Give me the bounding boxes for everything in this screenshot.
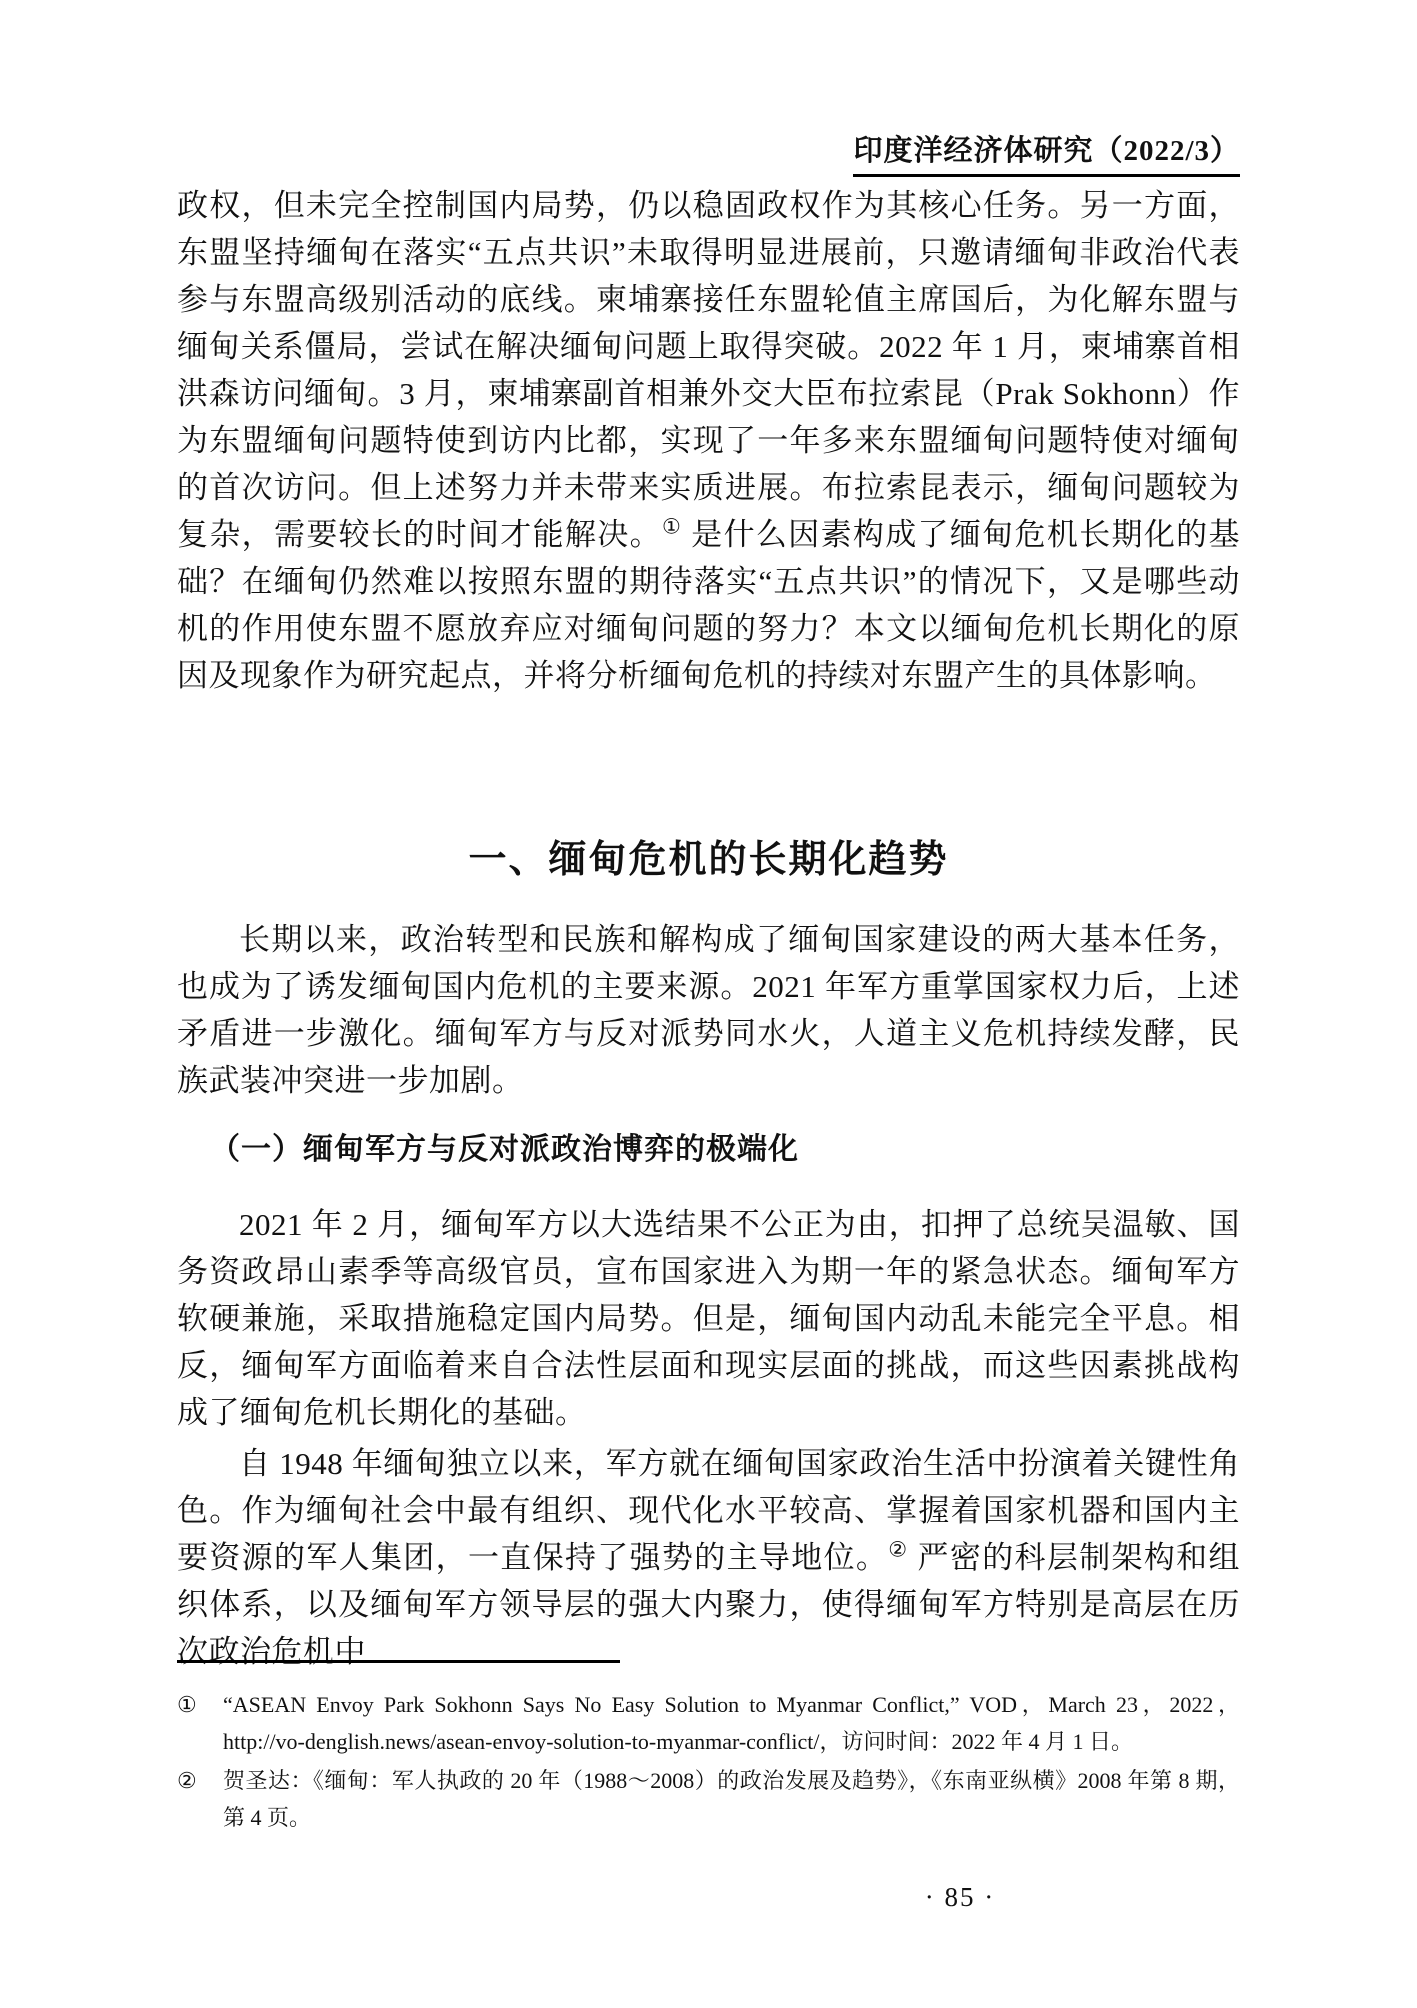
page-number: · 85 · (924, 1882, 996, 1912)
footnote-text: 贺圣达：《缅甸：军人执政的 20 年（1988～2008）的政治发展及趋势》，《东南亚纵横》2008 年第 8 期，第 4 页。 (223, 1768, 1240, 1830)
section-heading: 一、缅甸危机的长期化趋势 (468, 839, 949, 881)
paragraph-text: 政权，但未完全控制国内局势，仍以稳固政权作为其核心任务。另一方面，东盟坚持缅甸在落实“五点共识”未取得明显进展前，只邀请缅甸非政治代表参与东盟高级别活动的底线。柬埔寨接任东盟轮值主席国后，为化解东盟与缅甸关系僵局，尝试在解决缅甸问题上取得突破。2022 年 1 月，柬埔寨首相洪森访问缅甸。3 月，柬埔寨副首相兼外交大臣布拉索昆（Prak Sokhonn）作为东盟缅甸问题特使到访内比都，实现了一年多来东盟缅甸问题特使对缅甸的首次访问。但上述努力并未带来实质进展。布拉索昆表示，缅甸问题较为复杂，需要较长的时间才能解决。 (177, 188, 1240, 552)
footnote-separator (177, 1660, 620, 1663)
paragraph-military-history (177, 1440, 1240, 1675)
subsection-heading: （一）缅甸军方与反对派政治博弈的极端化 (210, 1133, 799, 1166)
footnote-marker: ② (177, 1768, 197, 1793)
journal-header: 印度洋经济体研究（2022/3） (853, 128, 1240, 177)
paragraph-section-lead: 长期以来，政治转型和民族和解构成了缅甸国家建设的两大基本任务，也成为了诱发缅甸国内危机的主要来源。2021 年军方重掌国家权力后，上述矛盾进一步激化。缅甸军方与反对派势同水火，人道主义危机持续发酵，民族武装冲突进一步加剧。 (177, 922, 1240, 1098)
paragraph-text: 是什么因素构成了缅甸危机长期化的基础？在缅甸仍然难以按照东盟的期待落实“五点共识”的情况下，又是哪些动机的作用使东盟不愿放弃应对缅甸问题的努力？本文以缅甸危机长期化的原因及现象作为研究起点，并将分析缅甸危机的持续对东盟产生的具体影响。 (177, 517, 1241, 693)
footnote-ref-1: ① (661, 514, 683, 539)
footnote-1 (177, 1686, 1240, 1760)
paragraph-coup: 2021 年 2 月，缅甸军方以大选结果不公正为由，扣押了总统吴温敏、国务资政昂山素季等高级官员，宣布国家进入为期一年的紧急状态。缅甸军方软硬兼施，采取措施稳定国内局势。但是，缅甸国内动乱未能完全平息。相反，缅甸军方面临着来自合法性层面和现实层面的挑战，而这些因素挑战构成了缅甸危机长期化的基础。 (177, 1207, 1240, 1430)
footnote-ref-2: ② (888, 1537, 909, 1562)
footnote-marker: ① (177, 1692, 197, 1717)
paragraph-text: 自 1948 年缅甸独立以来，军方就在缅甸国家政治生活中扮演着关键性角色。作为缅甸社会中最有组织、现代化水平较高、掌握着国家机器和国内主要资源的军人集团，一直保持了强势的主导地位。 (177, 1446, 1240, 1575)
paragraph-intro (177, 182, 1240, 699)
footnotes-block (177, 1686, 1240, 1838)
footnote-text: “ASEAN Envoy Park Sokhonn Says No Easy Solution to Myanmar Conflict,” VOD，March 23，2022，http://vo-denglish.news/asean-envoy-solution-to-myanmar-conflict/，访问时间：2022 年 4 月 1 日。 (223, 1692, 1240, 1754)
paragraph-text: 严密的科层制架构和组织体系，以及缅甸军方领导层的强大内聚力，使得缅甸军方特别是高层在历次政治危机中 (177, 1540, 1241, 1669)
footnote-2 (177, 1762, 1240, 1836)
